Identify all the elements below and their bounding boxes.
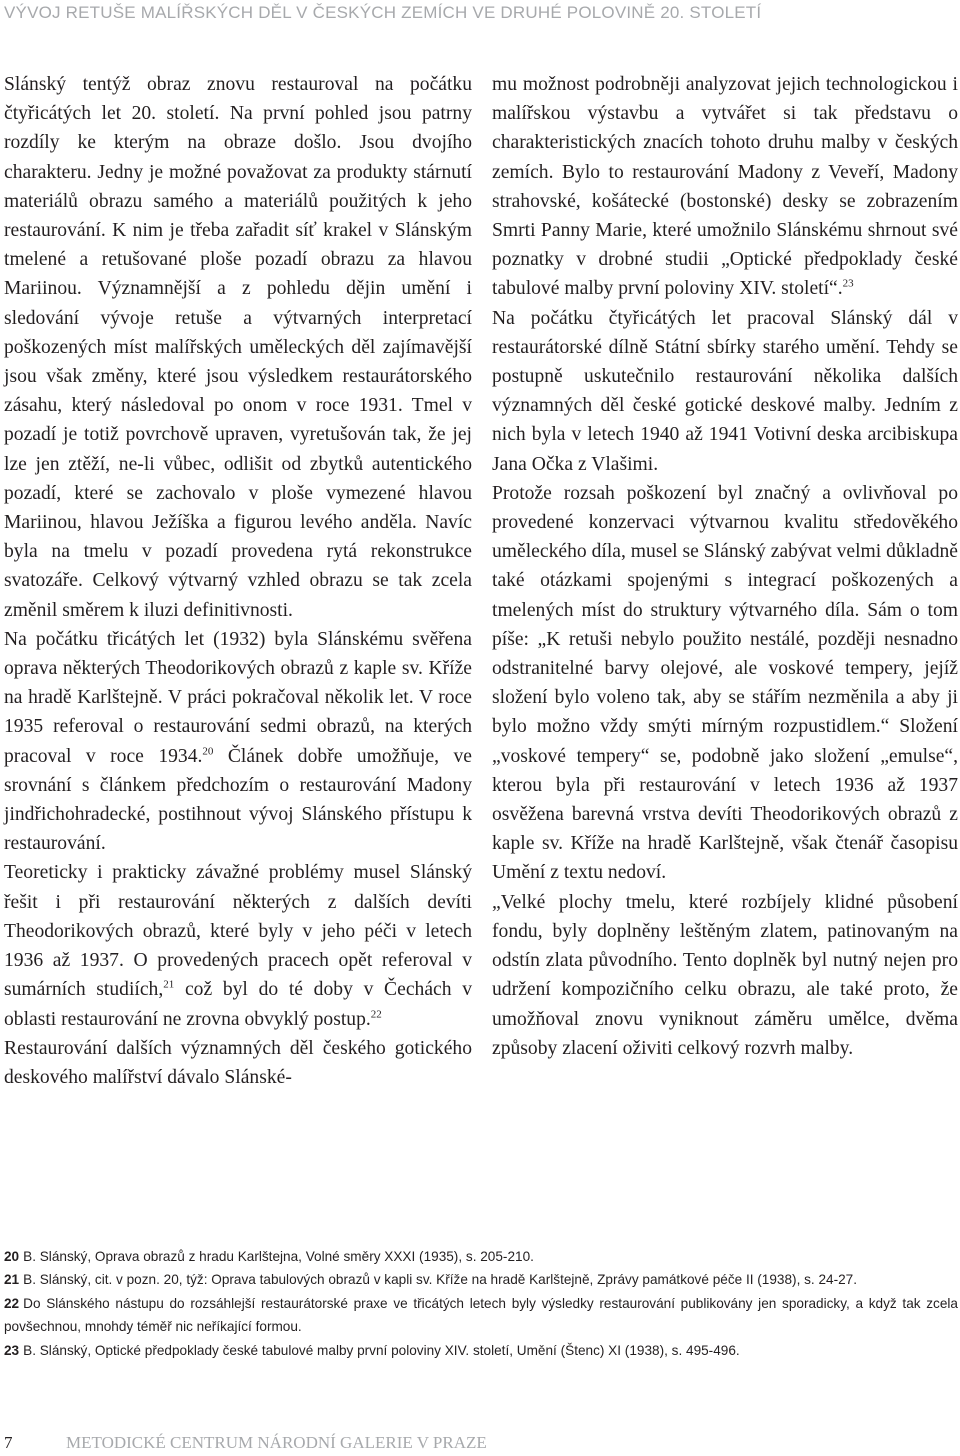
paragraph-text: „Velké plochy tmelu, které rozbíjely klidné působení fondu, byly doplněny leštěným zlatem, patinovaným na odstín zlata původního. Tento doplněk byl nutný nejen pro udržení kompozičního celku obrazu, ale také proto, že umožňoval znovu vyniknout záměru umělce, dvěma způsoby zlacení oživiti celkový rozvrh malby.	[492, 891, 958, 1059]
publisher-name: METODICKÉ CENTRUM NÁRODNÍ GALERIE V PRAZE	[66, 1433, 487, 1452]
running-header: VÝVOJ RETUŠE MALÍŘSKÝCH DĚL V ČESKÝCH ZEMÍCH VE DRUHÉ POLOVINĚ 20. STOLETÍ	[4, 3, 762, 22]
footnote-ref-20: 20	[202, 745, 214, 758]
paragraph	[492, 888, 958, 1063]
paragraph-text: Protože rozsah poškození byl značný a ovlivňoval po provedené konzervaci výtvarnou kvalitu středověkého uměleckého díla, musel se Slánský zabývat velmi důkladně také otázkami spojenými s integrací poškozených a tmelených míst do struktury výtvarného díla. Sám o tom píše: „K retuši nebylo použito nestálé, později nesnadno odstranitelné barvy olejové, ale voskové tempery, jejíž složení bylo voleno tak, aby se stářím nezměnila a aby ji bylo možno vždy smýti mírným rozpustidlem.“ Složení „voskové tempery“ se, podobně jako složení „emulse“, kterou byla při restaurování v letech 1936 až 1937 osvěžena barevná vrstva devíti Theodorikových obrazů z kaple sv. Kříže na hradě Karlštejně, však čtenář časopisu Umění z textu nedoví.	[492, 482, 958, 884]
footnote	[4, 1292, 958, 1339]
paragraph	[492, 479, 958, 888]
paragraph-text: Teoreticky i prakticky závažné problémy musel Slánský řešit i při restaurování některých z dalších devíti Theodorikových obrazů, které byly v jeho péči v letech 1936 až 1937. O provedených pracech opět referoval v sumárních studiích,	[4, 862, 472, 1001]
left-text-column	[4, 70, 472, 1092]
paragraph	[4, 858, 472, 1033]
footnote-number: 22	[4, 1295, 20, 1311]
page-footer	[4, 1433, 954, 1453]
footnote-text: B. Slánský, Oprava obrazů z hradu Karlštejna, Volné směry XXXI (1935), s. 205-210.	[23, 1249, 534, 1264]
paragraph-text: Na počátku čtyřicátých let pracoval Slánský dál v restaurátorské dílně Státní sbírky starého umění. Tehdy se postupně uskutečnilo restaurování několika dalších významných děl české gotické deskové malby. Jedním z nich byla v letech 1940 až 1941 Votivní deska arcibiskupa Jana Očka z Vlašimi.	[492, 307, 958, 475]
paragraph-text: což byl do té doby v Čechách v oblasti restaurování ne zrovna obvyklý postup.	[4, 979, 472, 1030]
paragraph-text: Na počátku třicátých let (1932) byla Slánskému svěřena oprava některých Theodorikových obrazů z kaple sv. Kříže na hradě Karlštejně. V práci pokračoval několik let. V roce 1935 referoval o restaurování sedmi obrazů, na kterých pracoval v roce 1934.	[4, 628, 472, 767]
footnote-text: Do Slánského nástupu do rozsáhlejší restaurátorské praxe ve třicátých letech byly výsledky restaurování publikovány jen sporadicky, a když tak zcela povšechnou, mnohdy téměř nic neříkající formou.	[4, 1295, 958, 1335]
footnote-number: 21	[4, 1272, 20, 1288]
footnote-text: B. Slánský, Optické předpoklady české tabulové malby první poloviny XIV. století, Umění (Štenc) XI (1938), s. 495-496.	[23, 1342, 740, 1358]
paragraph	[4, 1034, 472, 1092]
paragraph-text: Restaurování dalších významných děl českého gotického deskového malířství dávalo Slánské-	[4, 1037, 472, 1088]
right-text-column	[492, 70, 958, 1063]
paragraph	[4, 70, 472, 625]
footnote	[4, 1339, 958, 1362]
page-number: 7	[4, 1433, 13, 1452]
footnote-number: 20	[4, 1249, 20, 1264]
paragraph	[492, 304, 958, 479]
footnote	[4, 1268, 958, 1291]
paragraph	[492, 70, 958, 304]
footnote-ref-21: 21	[163, 978, 175, 991]
footnote-ref-23: 23	[842, 277, 854, 290]
footnote	[4, 1245, 958, 1268]
paragraph-text: mu možnost podrobněji analyzovat jejich technologickou i malířskou výstavbu a vytvářet si tak představu o charakteristických znacích tohoto druhu malby v českých zemích. Bylo to restaurování Madony z Veveří, Madony strahovské, košátecké (bostonské) desky se zobrazením Smrti Panny Marie, které umožnilo Slánskému shrnout své poznatky v drobné studii „Optické předpoklady české tabulové malby první poloviny XIV. století“.	[492, 74, 958, 300]
paragraph-text: Slánský tentýž obraz znovu restauroval na počátku čtyřicátých let 20. století. Na první pohled jsou patrny rozdíly ke kterým na obraze došlo. Jsou dvojího charakteru. Jedny je možné považovat za produkty stárnutí materiálů obrazu samého a materiálů použitých k jeho restaurování. K nim je třeba zařadit síť krakel v Slánským tmelené a retušované ploše pozadí obrazu za hlavou Mariinou. Významnější a z pohledu dějin umění i sledování vývoje retuše a výtvarných interpretací poškozených míst malířských uměleckých děl zajímavější jsou však změny, které jsou výsledkem restaurátorského zásahu, který následoval po onom v roce 1931. Tmel v pozadí je totiž povrchově upraven, vyretušován tak, že jej lze jen ztěží, ne-li vůbec, odlišit od zbytků autentického pozadí, které se zachovalo v ploše vymezené hlavou Mariinou, hlavou Ježíška a figurou levého anděla. Navíc byla na tmelu v pozadí provedena rytá rekonstrukce svatozáře. Celkový výtvarný vzhled obrazu se tak zcela změnil směrem k iluzi definitivnosti.	[4, 74, 472, 621]
footnote-number: 23	[4, 1342, 20, 1358]
footnote-ref-22: 22	[370, 1007, 382, 1020]
footnotes	[4, 1245, 958, 1362]
paragraph-text: Článek dobře umožňuje, ve srovnání s článkem předchozím o restaurování Madony jindřichohradecké, postihnout vývoj Slánského přístupu k restaurování.	[4, 745, 472, 855]
footnote-text: B. Slánský, cit. v pozn. 20, týž: Oprava tabulových obrazů v kapli sv. Kříže na hradě Karlštejně, Zprávy památkové péče II (1938), s. 24-27.	[23, 1272, 858, 1288]
paragraph	[4, 625, 472, 859]
